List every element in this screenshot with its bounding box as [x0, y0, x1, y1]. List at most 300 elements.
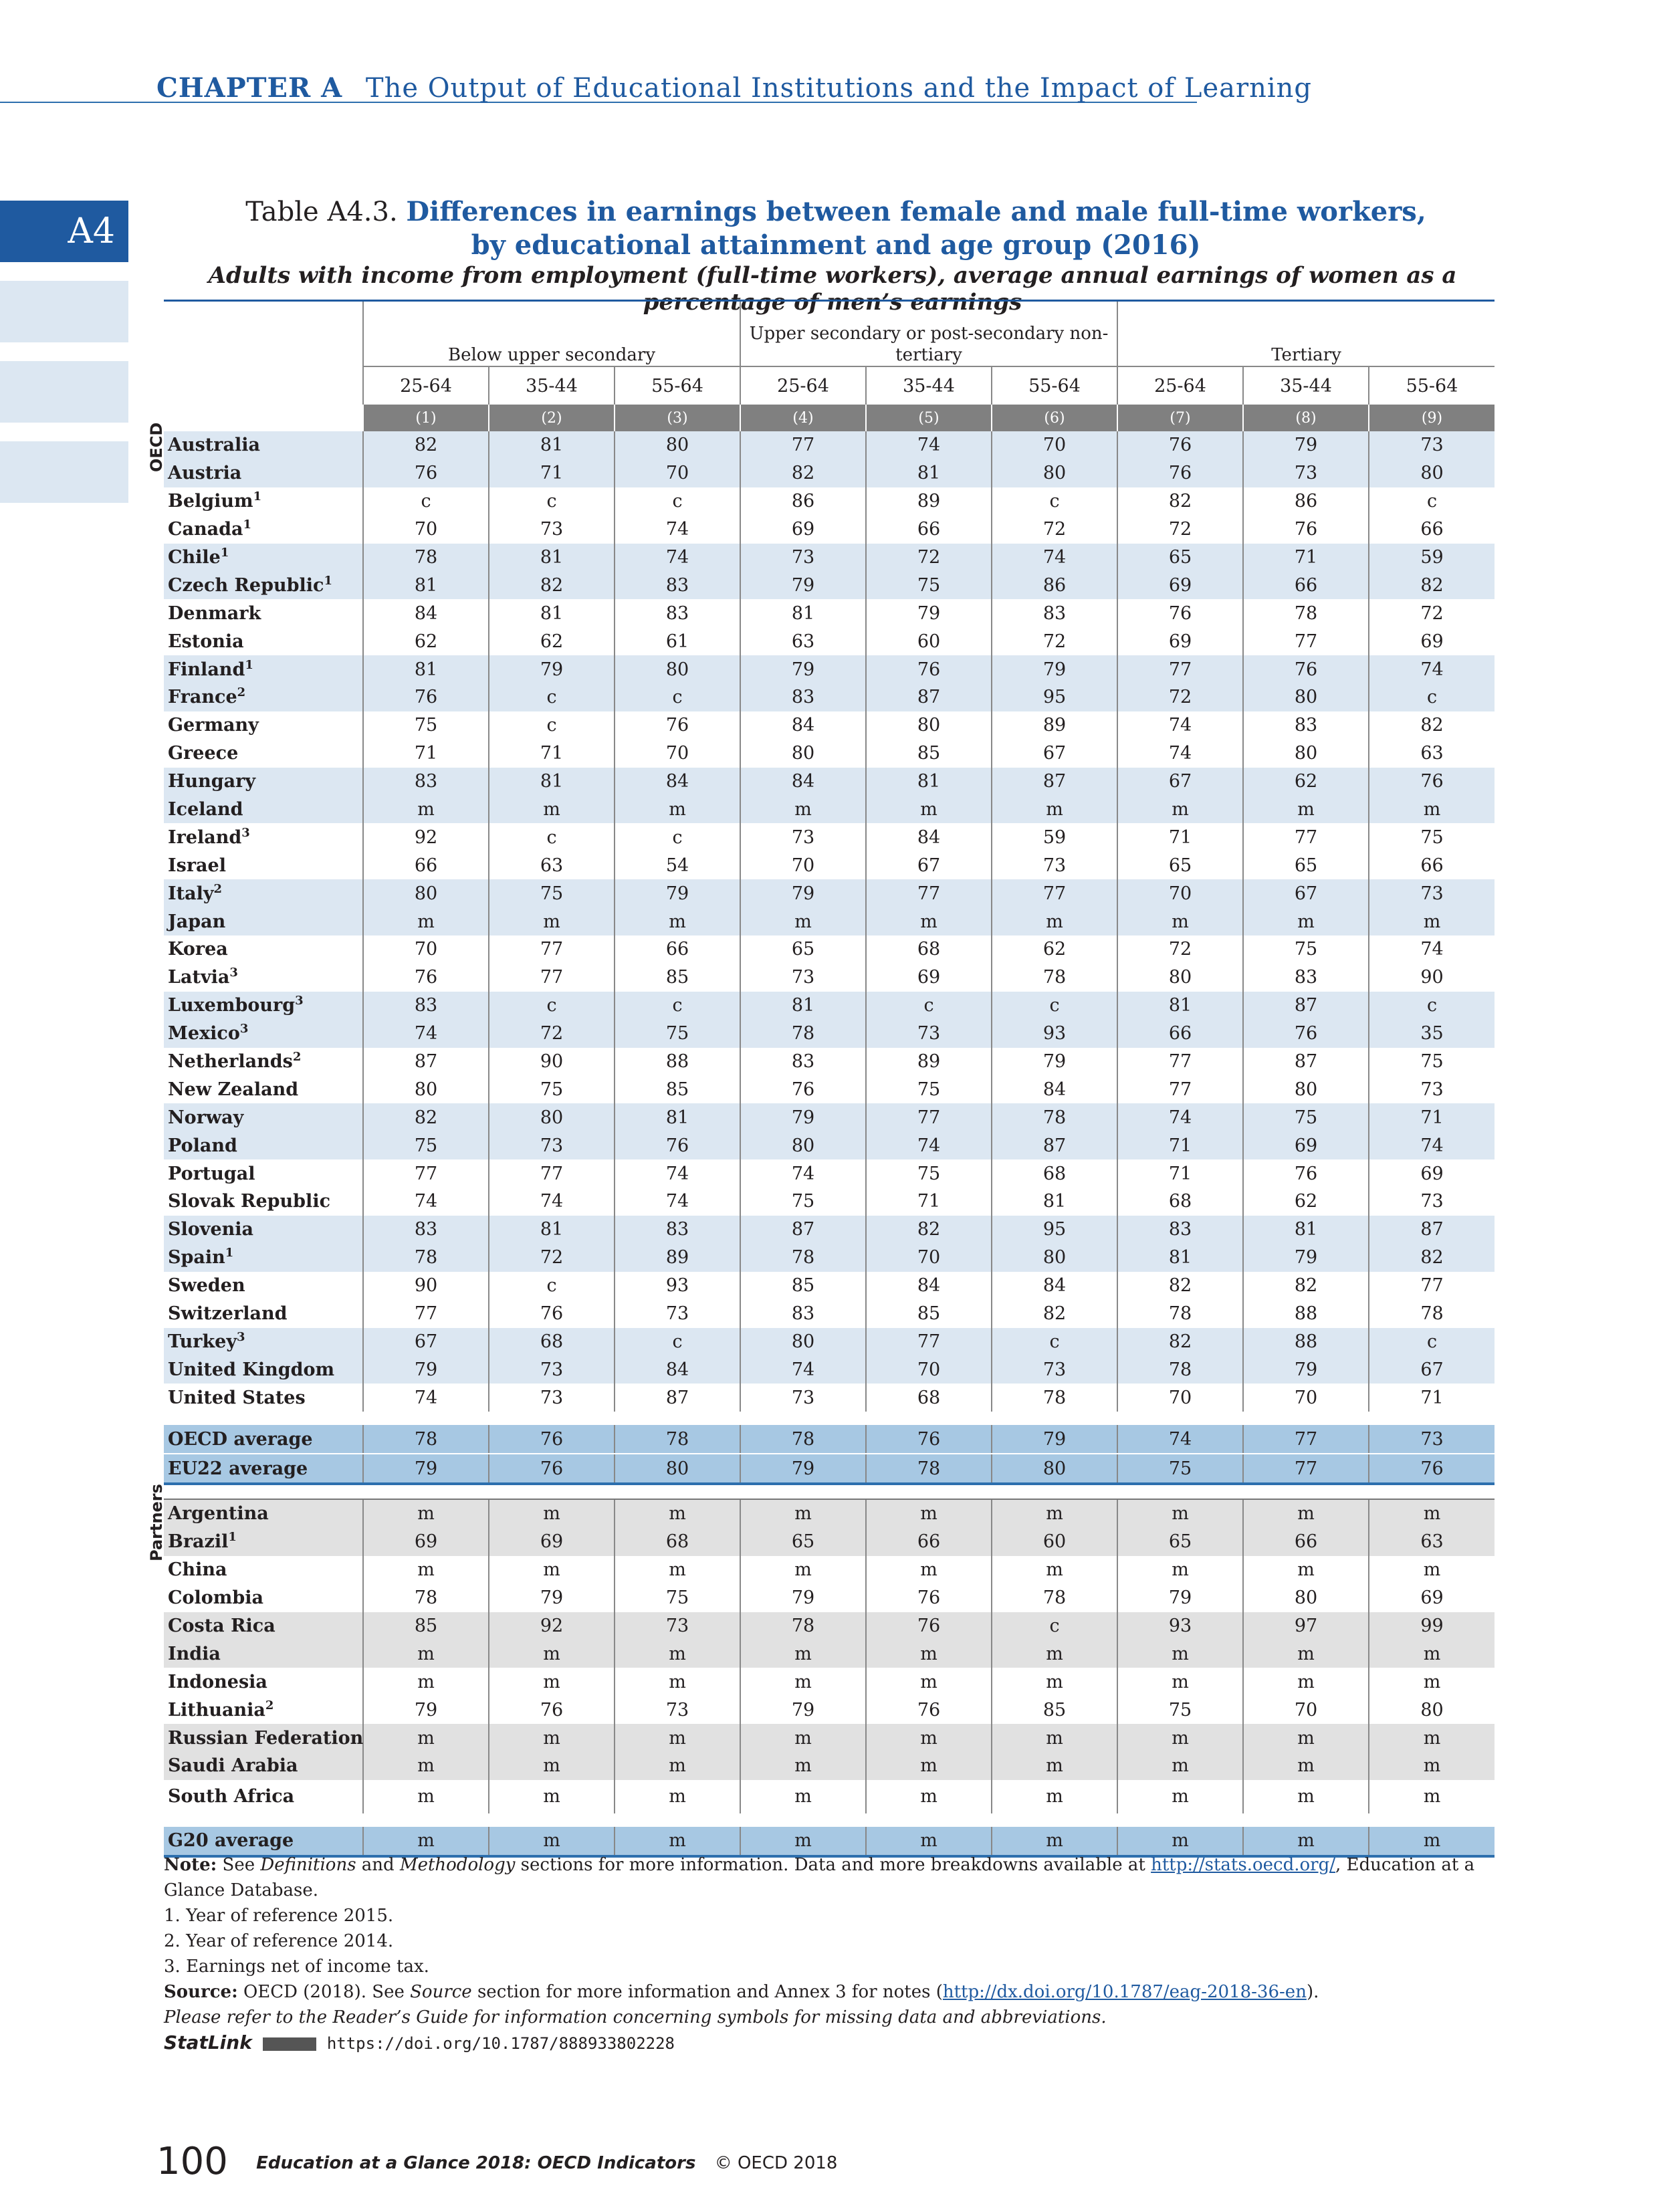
table-cell: m [1369, 796, 1495, 824]
table-row [164, 655, 1495, 683]
table-cell: 87 [992, 1131, 1117, 1159]
oecd-group-label: OECD [147, 422, 166, 472]
table-cell: 83 [615, 599, 740, 627]
country-name: India [164, 1640, 363, 1668]
table-cell: 65 [1117, 851, 1243, 879]
table-cell: m [1369, 1668, 1495, 1696]
notes [164, 1852, 1501, 2056]
chapter-header [156, 72, 1312, 104]
table-cell: m [740, 1556, 866, 1584]
table-cell: m [1243, 796, 1369, 824]
table-cell: 72 [992, 516, 1117, 544]
table-cell: 83 [1243, 711, 1369, 740]
table-cell: 80 [992, 1454, 1117, 1484]
table-cell: m [740, 796, 866, 824]
table-cell: 72 [1117, 516, 1243, 544]
table-cell: 85 [740, 1272, 866, 1300]
statlink-url[interactable]: https://doi.org/10.1787/888933802228 [326, 2034, 675, 2053]
table-row [164, 823, 1495, 851]
table-cell: 76 [1117, 459, 1243, 487]
table-cell: 76 [363, 459, 489, 487]
age-header: 25-64 [740, 366, 866, 405]
age-header: 35-44 [1243, 366, 1369, 405]
table-cell: c [1369, 1328, 1495, 1356]
table-cell: 89 [615, 1244, 740, 1272]
table-cell: 73 [740, 544, 866, 572]
table-cell: 70 [1243, 1384, 1369, 1412]
table-cell: m [866, 796, 992, 824]
table-cell: 87 [992, 768, 1117, 796]
table-cell: 70 [866, 1244, 992, 1272]
table-cell: m [992, 1499, 1117, 1528]
table-cell: 76 [1369, 768, 1495, 796]
country-name: Canada$^1$ [168, 518, 252, 540]
table-cell: 78 [740, 1612, 866, 1640]
table-cell: 76 [866, 1584, 992, 1612]
table-cell: 84 [740, 768, 866, 796]
table-cell: 83 [1243, 964, 1369, 992]
table-cell: 71 [489, 740, 615, 768]
table-cell: 73 [740, 964, 866, 992]
country-name: Mexico$^3$ [164, 1020, 363, 1048]
table-cell: c [489, 1272, 615, 1300]
table-cell: 80 [992, 459, 1117, 487]
table-cell: 78 [363, 1425, 489, 1454]
table-cell: 82 [1117, 1328, 1243, 1356]
table-cell: 78 [992, 1584, 1117, 1612]
table-cell: 68 [992, 1159, 1117, 1188]
table-cell: 79 [740, 1103, 866, 1131]
table-cell: 83 [740, 1300, 866, 1328]
side-block [0, 361, 128, 423]
table-cell: m [489, 1724, 615, 1752]
table-cell: 71 [363, 740, 489, 768]
table-cell: 86 [992, 571, 1117, 599]
table-cell: 74 [615, 1188, 740, 1216]
table-cell: 62 [1243, 768, 1369, 796]
table-row [164, 740, 1495, 768]
table-cell: m [489, 796, 615, 824]
table-cell: 79 [740, 1454, 866, 1484]
table-cell: m [489, 1556, 615, 1584]
table-cell: 77 [740, 431, 866, 459]
table-cell: 69 [1369, 1584, 1495, 1612]
table-cell: 99 [1369, 1612, 1495, 1640]
table-cell: m [740, 1499, 866, 1528]
table-cell: m [1369, 1499, 1495, 1528]
table-cell: 77 [489, 964, 615, 992]
table-cell: m [489, 1827, 615, 1856]
table-cell: m [992, 1556, 1117, 1584]
table-cell: 74 [1369, 655, 1495, 683]
table-cell: 77 [363, 1159, 489, 1188]
table-cell: 76 [866, 1696, 992, 1724]
table-cell: 63 [1369, 740, 1495, 768]
table-cell: 67 [1117, 768, 1243, 796]
table-cell: m [363, 1724, 489, 1752]
table-row [164, 1355, 1495, 1384]
table-cell: m [1369, 1780, 1495, 1813]
table-cell: c [489, 487, 615, 516]
table-cell: 93 [615, 1272, 740, 1300]
table-row [164, 1724, 1495, 1752]
table-title [167, 195, 1505, 262]
table-cell: m [615, 1640, 740, 1668]
table-cell: 76 [1117, 431, 1243, 459]
table-cell: 66 [1369, 851, 1495, 879]
table-row [164, 627, 1495, 655]
table-row [164, 1752, 1495, 1780]
table-cell: 54 [615, 851, 740, 879]
table-cell: 77 [1243, 1454, 1369, 1484]
table-cell: 93 [992, 1020, 1117, 1048]
table-row [164, 1556, 1495, 1584]
table-cell: m [866, 1640, 992, 1668]
table-cell: 79 [363, 1696, 489, 1724]
table-cell: 70 [363, 935, 489, 964]
table-cell: 66 [866, 1528, 992, 1556]
footnote-marker: 1 [243, 518, 252, 532]
table-cell: 81 [740, 599, 866, 627]
table-cell: 77 [363, 1300, 489, 1328]
table-cell: 72 [1117, 683, 1243, 711]
table-cell: 89 [866, 1048, 992, 1076]
table-cell: c [489, 823, 615, 851]
table-cell: 80 [615, 655, 740, 683]
table-row [164, 851, 1495, 879]
table-cell: 81 [1243, 1216, 1369, 1244]
table-row [164, 1528, 1495, 1556]
table-cell: 79 [1117, 1584, 1243, 1612]
table-cell: 75 [1117, 1454, 1243, 1484]
table-row [164, 1048, 1495, 1076]
country-name: Iceland [164, 796, 363, 824]
table-cell: 78 [363, 1244, 489, 1272]
table-cell: m [1243, 1827, 1369, 1856]
table-number: Table A4.3. [245, 197, 398, 227]
table-cell: 80 [1243, 1584, 1369, 1612]
table-cell: 79 [992, 1425, 1117, 1454]
table-cell: 83 [363, 768, 489, 796]
table-cell: 81 [489, 599, 615, 627]
table-cell: 81 [740, 992, 866, 1020]
table-row [164, 1159, 1495, 1188]
footnote-marker: 2 [292, 1050, 302, 1065]
table-cell: 84 [992, 1272, 1117, 1300]
table-cell: 80 [615, 1454, 740, 1484]
table-cell: 79 [489, 1584, 615, 1612]
table-cell: m [489, 1499, 615, 1528]
table-cell: 79 [363, 1454, 489, 1484]
table-cell: 68 [866, 935, 992, 964]
table-cell: m [1117, 1780, 1243, 1813]
table-cell: 69 [1117, 627, 1243, 655]
table-cell: 74 [866, 1131, 992, 1159]
table-cell: 81 [615, 1103, 740, 1131]
table-cell: 79 [992, 1048, 1117, 1076]
footnote-1: 1. Year of reference 2015. [164, 1906, 394, 1926]
column-number: (8) [1243, 405, 1369, 431]
table-cell: m [1117, 1499, 1243, 1528]
table-cell: 76 [866, 1612, 992, 1640]
table-cell: 87 [1369, 1216, 1495, 1244]
table-cell: 83 [740, 1048, 866, 1076]
table-cell: 73 [489, 516, 615, 544]
table-cell: 70 [615, 459, 740, 487]
table-cell: 77 [1243, 823, 1369, 851]
table-cell: 92 [489, 1612, 615, 1640]
table-cell: 75 [866, 1075, 992, 1103]
table-cell: 76 [1243, 1020, 1369, 1048]
column-number: (7) [1117, 405, 1243, 431]
table-cell: m [615, 907, 740, 935]
table-cell: 70 [363, 516, 489, 544]
table-cell: 88 [1243, 1300, 1369, 1328]
table-cell: 74 [866, 431, 992, 459]
table-cell: c [992, 487, 1117, 516]
column-number: (9) [1369, 405, 1495, 431]
table-cell: m [1117, 796, 1243, 824]
table-cell: 79 [740, 571, 866, 599]
table-cell: m [1243, 1752, 1369, 1780]
publication-title: Education at a Glance 2018: OECD Indicators [256, 2153, 696, 2173]
table-cell: 72 [1369, 599, 1495, 627]
table-cell: m [1117, 1827, 1243, 1856]
table-cell: 78 [615, 1425, 740, 1454]
table-row [164, 879, 1495, 907]
table-cell: m [615, 1556, 740, 1584]
table-row [164, 1612, 1495, 1640]
table-subtitle: Adults with income from employment (full-time workers), average annual earnings of women as a percentage of men’s earnings [208, 262, 1457, 316]
age-header-row [164, 366, 1495, 405]
table-cell: 83 [363, 992, 489, 1020]
country-name: Poland [164, 1131, 363, 1159]
table-cell: 81 [489, 431, 615, 459]
table-cell: 76 [615, 1131, 740, 1159]
table-cell: 78 [740, 1425, 866, 1454]
table-cell: 89 [992, 711, 1117, 740]
table-cell: 74 [1117, 711, 1243, 740]
table-cell: 77 [1117, 1075, 1243, 1103]
footnote-marker: 1 [228, 1530, 237, 1545]
readers-guide-note: Please refer to the Reader’s Guide for information concerning symbols for missing data and abbreviations. [164, 2007, 1107, 2027]
table-cell: 78 [1243, 599, 1369, 627]
table-cell: 78 [1117, 1300, 1243, 1328]
table-cell: 81 [363, 655, 489, 683]
table-cell: 77 [1243, 627, 1369, 655]
table-cell: 79 [1243, 1244, 1369, 1272]
table-cell: 76 [1117, 599, 1243, 627]
country-name: Brazil$^1$ [164, 1528, 363, 1556]
age-header: 55-64 [615, 366, 740, 405]
country-name: Hungary [164, 768, 363, 796]
table-cell: m [363, 1556, 489, 1584]
table-cell: 81 [489, 768, 615, 796]
table-cell: 87 [740, 1216, 866, 1244]
table-cell: 66 [866, 516, 992, 544]
stats-link[interactable]: http://stats.oecd.org/ [1151, 1855, 1335, 1875]
column-number: (3) [615, 405, 740, 431]
table-cell: 81 [1117, 992, 1243, 1020]
table-cell: m [740, 1752, 866, 1780]
table-cell: 63 [489, 851, 615, 879]
country-name: Netherlands$^2$ [168, 1050, 302, 1073]
table-cell: 74 [363, 1384, 489, 1412]
table-cell: m [489, 1640, 615, 1668]
table-cell: 83 [740, 683, 866, 711]
table-cell: 66 [1243, 1528, 1369, 1556]
table-cell: 75 [615, 1584, 740, 1612]
table-cell: 69 [866, 964, 992, 992]
age-header: 25-64 [363, 366, 489, 405]
table-cell: 68 [866, 1384, 992, 1412]
table-cell: 81 [866, 459, 992, 487]
section-tab: A4 [0, 201, 128, 262]
table-cell: 86 [740, 487, 866, 516]
table-cell: c [615, 1328, 740, 1356]
table-cell: 80 [1117, 964, 1243, 992]
table-cell: 88 [615, 1048, 740, 1076]
table-cell: 95 [992, 1216, 1117, 1244]
table-cell: 72 [992, 627, 1117, 655]
table-cell: m [866, 1499, 992, 1528]
footnote-marker: 2 [213, 881, 223, 896]
table-cell: 79 [740, 1584, 866, 1612]
table-cell: 82 [1117, 1272, 1243, 1300]
table-cell: 79 [489, 655, 615, 683]
table-cell: 77 [866, 1328, 992, 1356]
country-name: Russian Federation [164, 1724, 363, 1752]
table-cell: 86 [1243, 487, 1369, 516]
table-cell: 78 [866, 1454, 992, 1484]
data-table [164, 300, 1495, 1858]
table-cell: m [615, 1499, 740, 1528]
table-cell: 84 [740, 711, 866, 740]
table-cell: m [1243, 1640, 1369, 1668]
chapter-title: The Output of Educational Institutions and the Impact of Learning [365, 73, 1313, 104]
column-number: (2) [489, 405, 615, 431]
table-cell: 74 [363, 1020, 489, 1048]
table-cell: 84 [615, 768, 740, 796]
table-cell: 90 [489, 1048, 615, 1076]
table-row [164, 571, 1495, 599]
table-cell: m [489, 907, 615, 935]
table-cell: m [740, 1780, 866, 1813]
table-cell: 66 [1117, 1020, 1243, 1048]
table-cell: 76 [363, 964, 489, 992]
table-cell: m [615, 1752, 740, 1780]
partners-group-label: Partners [147, 1484, 166, 1561]
table-cell: m [363, 796, 489, 824]
country-name: Greece [168, 743, 239, 764]
statlink-label: StatLink [164, 2031, 252, 2054]
table-cell: 79 [740, 655, 866, 683]
table-row [164, 1668, 1495, 1696]
footnote-marker: 3 [295, 994, 304, 1008]
table-cell: 73 [866, 1020, 992, 1048]
column-number: (1) [363, 405, 489, 431]
table-cell: 76 [866, 655, 992, 683]
table-cell: 82 [866, 1216, 992, 1244]
table-cell: 35 [1369, 1020, 1495, 1048]
country-name: Turkey$^3$ [164, 1328, 363, 1356]
table-cell: 73 [1369, 879, 1495, 907]
table-cell: m [740, 907, 866, 935]
table-cell: 76 [489, 1696, 615, 1724]
table-cell: 73 [1369, 1188, 1495, 1216]
country-name: Argentina [164, 1499, 363, 1528]
table-cell: m [363, 1668, 489, 1696]
country-name: New Zealand [168, 1079, 299, 1100]
table-cell: m [992, 796, 1117, 824]
table-cell: 75 [740, 1188, 866, 1216]
table-cell: 62 [489, 627, 615, 655]
table-cell: 77 [992, 879, 1117, 907]
table-cell: 74 [489, 1188, 615, 1216]
statlink-icon [263, 2037, 316, 2051]
table-cell: m [1117, 1724, 1243, 1752]
table-cell: 80 [1369, 1696, 1495, 1724]
country-name: Chile$^1$ [164, 544, 363, 572]
table-cell: 84 [866, 1272, 992, 1300]
table-row [164, 1272, 1495, 1300]
table-row [164, 1216, 1495, 1244]
age-header: 55-64 [992, 366, 1117, 405]
table-cell: m [866, 1556, 992, 1584]
table-cell: 88 [1243, 1328, 1369, 1356]
table-cell: 82 [740, 459, 866, 487]
table-cell: 69 [740, 516, 866, 544]
country-name: Korea [168, 939, 228, 960]
side-block [0, 281, 128, 342]
table-cell: m [866, 1827, 992, 1856]
country-name: Colombia [168, 1587, 263, 1609]
table-cell: 82 [363, 431, 489, 459]
table-row [164, 1244, 1495, 1272]
table-cell: c [615, 487, 740, 516]
table-cell: 62 [1243, 1188, 1369, 1216]
table-cell: 74 [615, 1159, 740, 1188]
table-cell: 67 [1369, 1355, 1495, 1384]
table-cell: 81 [363, 571, 489, 599]
table-cell: 80 [363, 879, 489, 907]
table-cell: 77 [1243, 1425, 1369, 1454]
table-cell: m [615, 1724, 740, 1752]
source-link[interactable]: http://dx.doi.org/10.1787/eag-2018-36-en [942, 1982, 1307, 2002]
country-name: Luxembourg$^3$ [164, 992, 363, 1020]
footnote-marker: 1 [225, 1246, 234, 1260]
table-cell: 71 [866, 1188, 992, 1216]
table-cell: 97 [1243, 1612, 1369, 1640]
table-cell: 70 [866, 1355, 992, 1384]
table-row [164, 599, 1495, 627]
table-cell: 65 [1243, 851, 1369, 879]
table-row [164, 1499, 1495, 1528]
table-cell: 67 [866, 851, 992, 879]
table-cell: 83 [992, 599, 1117, 627]
table-cell: 79 [866, 599, 992, 627]
table-row [164, 1425, 1495, 1454]
table-cell: 83 [1117, 1216, 1243, 1244]
table-cell: c [992, 992, 1117, 1020]
table-cell: 80 [1243, 740, 1369, 768]
table-cell: m [363, 1752, 489, 1780]
table-cell: 77 [1117, 655, 1243, 683]
table-cell: m [1243, 1780, 1369, 1813]
table-cell: 73 [740, 823, 866, 851]
column-number-row [164, 405, 1495, 431]
table-cell: 70 [615, 740, 740, 768]
